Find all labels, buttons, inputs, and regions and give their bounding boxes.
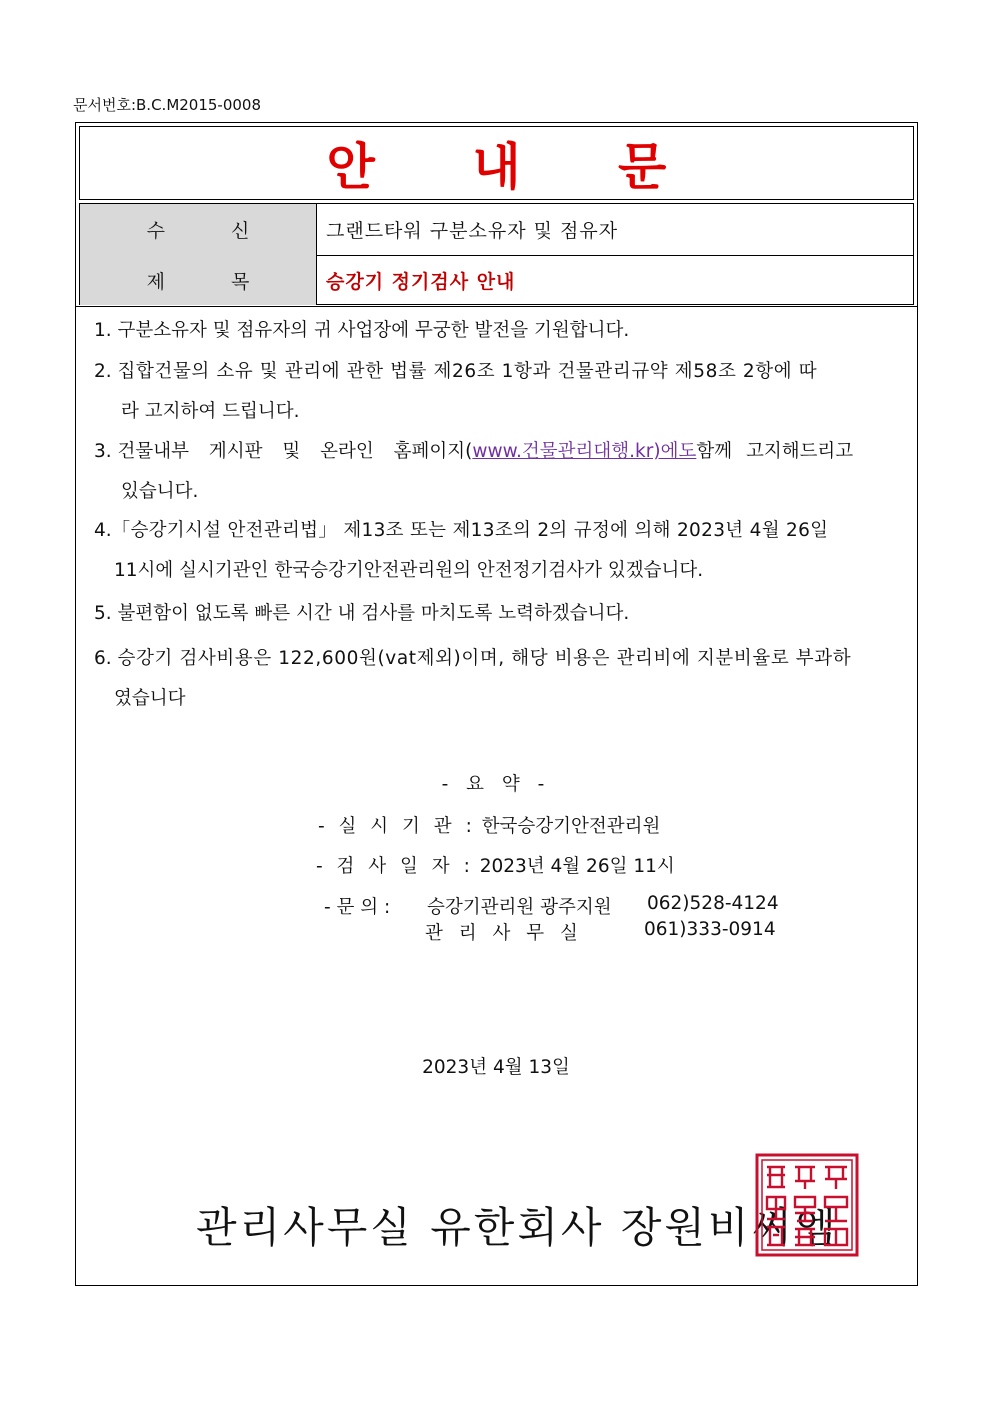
list-item [94, 594, 908, 634]
subject-value: 승강기 정기검사 안내 [326, 270, 516, 293]
recipient-value: 그랜드타워 구분소유자 및 점유자 [326, 220, 619, 242]
item-text-line2: 있습니다. [121, 481, 199, 502]
list-item [94, 639, 908, 719]
contact-name-2: 관 리 사 무 실 [425, 923, 583, 944]
list-item [94, 432, 908, 512]
item-text: 불편함이 없도록 빠른 시간 내 검사를 마치도록 노력하겠습니다. [117, 603, 630, 624]
contact-name-1: 승강기관리원 광주지원 [427, 897, 612, 918]
info-table [79, 203, 914, 305]
item-number: 6. [94, 648, 112, 669]
homepage-link[interactable]: www.건물관리대행.kr)에도 [472, 441, 697, 462]
item-text-post: 함께 고지해드리고 [696, 441, 854, 462]
item-text-line2: 라 고지하여 드립니다. [121, 401, 300, 422]
recipient-row [80, 204, 913, 256]
item-text-line1: 집합건물의 소유 및 관리에 관한 법률 제26조 1항과 건물관리규약 제58조 2항에 따 [117, 361, 818, 382]
item-text-line1: 「승강기시설 안전관리법」 제13조 또는 제13조의 2의 규정에 의해 2023년 4월 26일 [111, 520, 829, 541]
summary-date-value: 2023년 4월 26일 11시 [479, 856, 675, 877]
header-box [75, 122, 918, 307]
contact-phone-1: 062)528-4124 [647, 893, 779, 914]
list-item [94, 352, 908, 432]
document-title: 안 내 문 [326, 138, 707, 196]
summary-org-value: 한국승강기안전관리원 [481, 816, 661, 837]
summary-date-label: - 검 사 일 자 : [316, 856, 474, 877]
item-text-line2: 였습니다 [114, 688, 186, 709]
item-text-pre: 건물내부 게시판 및 온라인 홈페이지( [117, 441, 473, 462]
issue-date: 2023년 4월 13일 [422, 1057, 570, 1078]
subject-label: 제 목 [80, 255, 317, 305]
subject-row [80, 255, 913, 305]
document-number: 문서번호:B.C.M2015-0008 [73, 96, 262, 114]
title-cell [79, 126, 914, 200]
item-number: 1. [94, 320, 112, 341]
item-text-line2: 11시에 실시기관인 한국승강기안전관리원의 안전정기검사가 있겠습니다. [114, 560, 704, 581]
list-item [94, 311, 908, 351]
item-text-line1: 승강기 검사비용은 122,600원(vat제외)이며, 해당 비용은 관리비에 지분비율로 부과하 [117, 648, 852, 669]
summary-org-label: - 실 시 기 관 : [318, 816, 476, 837]
item-number: 2. [94, 361, 112, 382]
item-text: 구분소유자 및 점유자의 귀 사업장에 무궁한 발전을 기원합니다. [117, 320, 630, 341]
summary-contact-label: - 문 의 : [324, 897, 391, 918]
summary-title: - 요 약 - [441, 774, 551, 795]
list-item [94, 511, 908, 591]
item-number: 3. [94, 441, 112, 462]
signature: 관리사무실 유한회사 장원비씨엠 [196, 1203, 839, 1252]
red-seal-stamp-icon [755, 1153, 859, 1257]
summary-org-row [318, 812, 660, 838]
summary-date-row [316, 852, 675, 878]
item-number: 5. [94, 603, 112, 624]
recipient-label: 수 신 [80, 204, 317, 255]
item-number: 4. [94, 520, 112, 541]
contact-phone-2: 061)333-0914 [644, 919, 776, 940]
